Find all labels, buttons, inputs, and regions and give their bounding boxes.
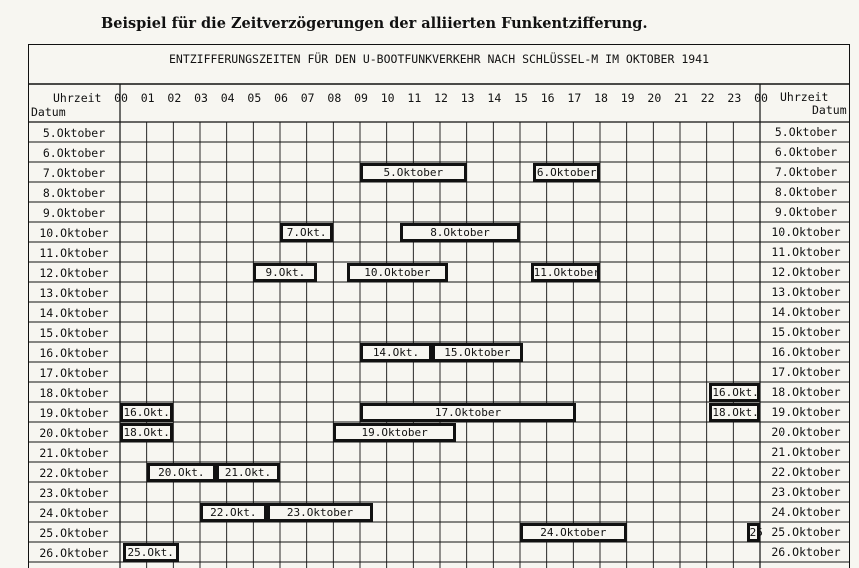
hour-label: 22: [700, 91, 715, 105]
decryption-bar: 14.Okt.: [360, 343, 432, 362]
hour-label: 18: [594, 91, 608, 105]
hour-label: 20: [647, 91, 662, 105]
row-date-left: 8.Oktober: [42, 186, 106, 200]
hour-label: 00: [114, 91, 128, 105]
hour-label: 04: [220, 91, 235, 105]
header-datum-right: Datum: [812, 103, 847, 117]
row-date-right: 6.Oktober: [774, 145, 838, 159]
row-date-right: 25.Oktober: [771, 525, 841, 539]
hour-label: 07: [300, 91, 315, 105]
hour-label: 03: [194, 91, 208, 105]
row-date-right: 19.Oktober: [771, 405, 841, 419]
row-date-left: 10.Oktober: [39, 226, 109, 240]
row-date-right: 16.Oktober: [771, 345, 841, 359]
row-date-left: 16.Oktober: [39, 346, 109, 360]
decryption-bar: 19.Oktober: [333, 423, 456, 442]
hour-label: 02: [167, 91, 182, 105]
row-date-right: 24.Oktober: [771, 505, 841, 519]
decryption-bar: 18.Okt.: [120, 423, 173, 442]
hour-label: 09: [354, 91, 368, 105]
row-date-left: 9.Oktober: [42, 206, 106, 220]
decryption-bar: 16.Okt.: [709, 383, 760, 402]
row-date-right: 26.Oktober: [771, 545, 841, 559]
row-date-right: 17.Oktober: [771, 365, 841, 379]
hour-label: 05: [247, 91, 262, 105]
row-date-left: 12.Oktober: [39, 266, 109, 280]
row-date-right: 15.Oktober: [771, 325, 841, 339]
row-date-right: 10.Oktober: [771, 225, 841, 239]
row-date-left: 19.Oktober: [39, 406, 109, 420]
decryption-bar: 25: [747, 523, 760, 542]
hour-label: 19: [620, 91, 635, 105]
decryption-bar: 18.Okt.: [709, 403, 760, 422]
hour-label: 15: [514, 91, 528, 105]
row-date-left: 17.Oktober: [39, 366, 109, 380]
row-date-left: 5.Oktober: [42, 126, 106, 140]
hour-label: 14: [487, 91, 502, 105]
row-date-right: 8.Oktober: [774, 185, 838, 199]
decryption-bar: 7.Okt.: [280, 223, 333, 242]
row-date-right: 7.Oktober: [774, 165, 838, 179]
row-date-right: 21.Oktober: [771, 445, 841, 459]
hour-label: 12: [434, 91, 448, 105]
hour-label: 10: [380, 91, 395, 105]
hour-label: 21: [674, 91, 688, 105]
decryption-bar: 23.Oktober: [267, 503, 374, 522]
decryption-bar: 10.Oktober: [347, 263, 448, 282]
decryption-bar: 6.Oktober: [533, 163, 600, 182]
row-date-right: 18.Oktober: [771, 385, 841, 399]
row-date-left: 15.Oktober: [39, 326, 109, 340]
row-date-right: 23.Oktober: [771, 485, 841, 499]
row-date-right: 20.Oktober: [771, 425, 841, 439]
row-date-left: 20.Oktober: [39, 426, 109, 440]
row-date-left: 22.Oktober: [39, 466, 109, 480]
row-date-left: 7.Oktober: [42, 166, 106, 180]
decryption-bar: 11.Oktober: [531, 263, 600, 282]
row-date-right: 11.Oktober: [771, 245, 841, 259]
decryption-bar: 22.Okt.: [200, 503, 267, 522]
decryption-bar: 25.Okt.: [123, 543, 179, 562]
row-date-left: 23.Oktober: [39, 486, 109, 500]
header-uhrzeit-right: Uhrzeit: [780, 90, 829, 104]
row-date-right: 12.Oktober: [771, 265, 841, 279]
row-date-right: 9.Oktober: [774, 205, 838, 219]
row-date-right: 13.Oktober: [771, 285, 841, 299]
row-date-right: 5.Oktober: [774, 125, 838, 139]
row-date-left: 6.Oktober: [42, 146, 106, 160]
header-datum-left: Datum: [31, 105, 66, 119]
hour-label: 23: [727, 91, 742, 105]
decryption-bar: 17.Oktober: [360, 403, 576, 422]
hour-label: 01: [140, 91, 155, 105]
hour-label: 06: [274, 91, 288, 105]
row-date-left: 26.Oktober: [39, 546, 109, 560]
decryption-bar: 8.Oktober: [400, 223, 520, 242]
decryption-bar: 5.Oktober: [360, 163, 467, 182]
hour-label: 11: [407, 91, 422, 105]
hour-label: 00: [754, 91, 768, 105]
hour-label: 08: [327, 91, 342, 105]
hour-label: 17: [567, 91, 582, 105]
table-title: ENTZIFFERUNGSZEITEN FÜR DEN U-BOOTFUNKVERKEHR NACH SCHLÜSSEL-M IM OKTOBER 1941: [168, 52, 710, 66]
row-date-right: 22.Oktober: [771, 465, 841, 479]
decryption-bar: 20.Okt.: [147, 463, 216, 482]
row-date-left: 11.Oktober: [39, 246, 109, 260]
page-caption: Beispiel für die Zeitverzögerungen der alliierten Funkentzifferung.: [101, 15, 648, 32]
row-date-left: 14.Oktober: [39, 306, 109, 320]
decryption-bar: 15.Oktober: [432, 343, 523, 362]
row-date-left: 25.Oktober: [39, 526, 109, 540]
decryption-bars: [120, 122, 763, 568]
header-uhrzeit-left: Uhrzeit: [53, 91, 102, 105]
row-date-left: 21.Oktober: [39, 446, 109, 460]
decryption-bar: 24.Oktober: [520, 523, 627, 542]
row-date-left: 24.Oktober: [39, 506, 109, 520]
decryption-bar: 21.Okt.: [216, 463, 280, 482]
row-date-left: 13.Oktober: [39, 286, 109, 300]
hour-label: 13: [460, 91, 475, 105]
decryption-bar: 16.Okt.: [120, 403, 173, 422]
decryption-bar: 9.Okt.: [253, 263, 317, 282]
row-date-right: 14.Oktober: [771, 305, 841, 319]
hour-label: 16: [540, 91, 555, 105]
row-date-left: 18.Oktober: [39, 386, 109, 400]
